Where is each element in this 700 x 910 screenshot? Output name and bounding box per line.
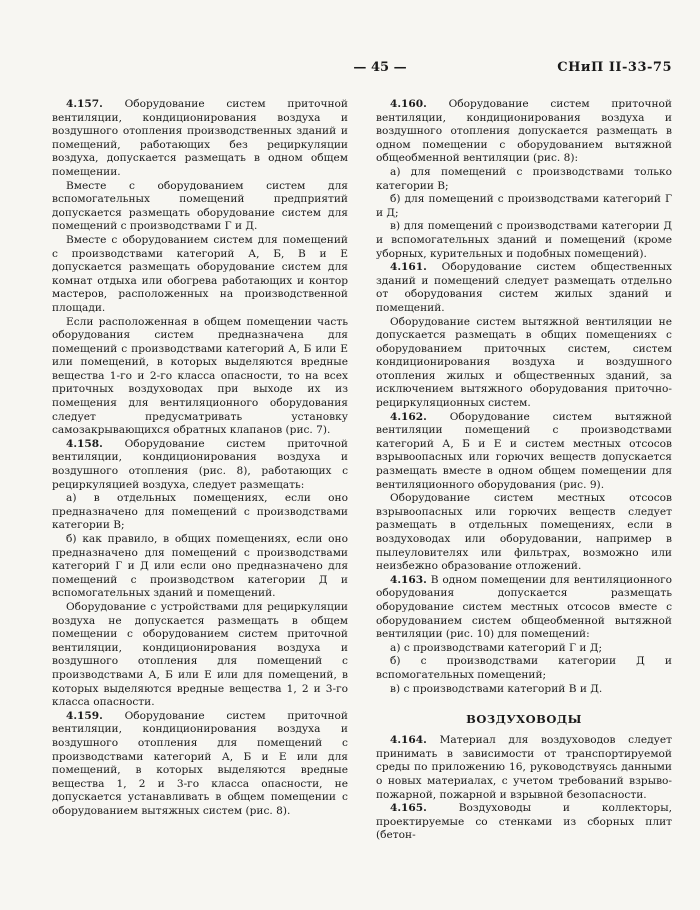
paragraph <box>376 734 672 802</box>
paragraph <box>376 683 672 697</box>
paragraph-text: Воздуховоды и коллекторы, проектируемые со стенками из сборных плит (бетон- <box>376 802 673 842</box>
right-column <box>376 98 672 843</box>
paragraph <box>376 220 672 261</box>
page-number: — 45 — <box>353 60 407 75</box>
paragraph <box>376 655 672 682</box>
paragraph-text: Оборудование систем приточной вентиляции, кондиционирования воздуха и воздушного отопления для помещений с производствами категорий А, Б и Е или для помещений, в которых выделяются вредные вещества 1, 2 и 3-го класса опасности, не допускается устанавливать в общем помещении с оборудованием вытяжных систем (рис. 8). <box>52 709 348 817</box>
clause-number: 4.161. <box>390 261 427 274</box>
paragraph <box>376 261 672 315</box>
paragraph-text: в) с производствами категорий В и Д. <box>390 682 603 695</box>
paragraph-text: Оборудование систем местных отсосов взрывоопасных или горючих веществ следует размещать в отдельных помещениях, если в воздуховодах или оборудовании, например в пылеуловителях или фильтрах, возможно или неизбежно образование отложений. <box>376 492 672 573</box>
paragraph-text: а) с производствами категорий Г и Д; <box>390 641 603 654</box>
left-column <box>52 98 348 843</box>
paragraph-text: а) в отдельных помещениях, если оно предназначено для помещений с производствами категории В; <box>52 492 348 532</box>
paragraph-text: Оборудование систем приточной вентиляции, кондиционирования воздуха и воздушного отопления (рис. 8), работающих с рециркуляцией воздуха, следует размещать: <box>52 437 348 491</box>
paragraph <box>52 438 348 492</box>
paragraph-text: б) с производствами категории Д и вспомогательных помещений; <box>376 655 672 681</box>
clause-number: 4.164. <box>390 734 427 747</box>
paragraph-text: Оборудование с устройствами для рециркуляции воздуха не допускается размещать в общем помещении с оборудованием систем приточной вентиляции, кондиционирования воздуха и воздушного отопления для помещений с производствами А, Б или Е или для помещений, в которых выделяются вредные вещества 1, 2 и 3-го класса опасности. <box>52 600 348 709</box>
paragraph <box>376 98 672 166</box>
paragraph-text: Вместе с оборудованием систем для вспомогательных помещений предприятий допускается размещать оборудование систем для помещений с производствами Г и Д. <box>52 179 348 233</box>
paragraph <box>52 533 348 601</box>
paragraph-text: Если расположенная в общем помещении часть оборудования систем предназначена для помещений с производствами категорий А, Б или Е или помещений, в которых выделяются вредные вещества 1-го и 2-го класса опасности, то на всех приточных воздуховодах при выходе их из помещения для вентиляционного оборудования следует предусматривать установку самозакрывающихся обратных клапанов (рис. 7). <box>52 315 348 437</box>
paragraph <box>376 802 672 843</box>
paragraph <box>52 601 348 710</box>
paragraph-text: а) для помещений с производствами только категории В; <box>376 165 672 192</box>
paragraph-text: в) для помещений с производствами категории Д и вспомогательных зданий и помещений (кроме уборных, курительных и подобных помещений). <box>376 220 672 260</box>
paragraph-text: б) как правило, в общих помещениях, если оно предназначено для помещений с производствами категорий Г и Д или если оно предназначено для помещений с производством категории Д и вспомогательных зданий и помещений. <box>52 533 348 600</box>
paragraph <box>376 642 672 656</box>
paragraph <box>376 316 672 411</box>
clause-number: 4.162. <box>390 410 427 423</box>
paragraph <box>376 411 672 493</box>
paragraph-text: Оборудование систем приточной вентиляции, кондиционирования воздуха и воздушного отопления допускается размещать в одном помещении с оборудованием вытяжной общеобменной вентиляции (рис. 8): <box>376 98 672 165</box>
paragraph-text: Материал для воздуховодов следует принимать в зависимости от транспортируемой среды по приложению 16, руководствуясь данными о новых материалах, с учетом требований взрыво-пожарной, пожарной и взрывной безопасности. <box>376 734 672 801</box>
paragraph-text: Вместе с оборудованием систем для помещений с производствами категорий А, Б, В и Е допускается размещать оборудование систем для комнат отдыха или обогрева работающих и контор мастеров, расположенных на производственной площади. <box>52 233 348 314</box>
paragraph-text: Оборудование систем общественных зданий и помещений следует размещать отдельно от оборудования систем жилых зданий и помещений. <box>376 261 672 314</box>
paragraph <box>52 492 348 533</box>
right-column-top <box>376 98 672 696</box>
paragraph <box>376 574 672 642</box>
clause-number: 4.157. <box>66 98 103 110</box>
page-header <box>52 60 672 82</box>
paragraph-text: В одном помещении для вентиляционного оборудования допускается размещать оборудование систем местных отсосов вместе с оборудованием систем общеобменной вытяжной вентиляции (рис. 10) для помещений: <box>376 573 672 641</box>
standard-code: СНиП II-33-75 <box>557 60 672 75</box>
paragraph-text: Оборудование систем приточной вентиляции, кондиционирования воздуха и воздушного отопления производственных зданий и помещений, работающих без рециркуляции воздуха, допускается размещать в одном общем помещении. <box>52 98 348 178</box>
clause-number: 4.158. <box>66 437 103 450</box>
paragraph <box>52 316 348 438</box>
paragraph-text: Оборудование систем вытяжной вентиляции помещений с производствами категорий А, Б и Е и систем местных отсосов взрывоопасных или горючих веществ допускается размещать вместе в одном общем помещении для вентиляционного оборудования (рис. 9). <box>376 410 672 491</box>
section-heading: ВОЗДУХОВОДЫ <box>466 712 582 727</box>
paragraph <box>52 710 348 819</box>
text-columns <box>52 98 672 843</box>
paragraph-text: б) для помещений с производствами категорий Г и Д; <box>376 193 672 219</box>
paragraph <box>52 234 348 316</box>
paragraph <box>376 166 672 193</box>
paragraph-text: Оборудование систем вытяжной вентиляции не допускается размещать в общих помещениях с оборудованием приточных систем, систем кондиционирования воздуха и воздушного отопления жилых и общественных зданий, за исключением вытяжного оборудования приточно-рециркуляционных систем. <box>376 315 672 410</box>
clause-number: 4.160. <box>390 98 427 110</box>
paragraph <box>376 492 672 574</box>
clause-number: 4.163. <box>390 573 427 586</box>
clause-number: 4.165. <box>390 802 427 815</box>
paragraph <box>52 98 348 180</box>
paragraph <box>376 193 672 220</box>
clause-number: 4.159. <box>66 709 103 722</box>
paragraph <box>52 180 348 234</box>
right-column-bottom <box>376 734 672 843</box>
